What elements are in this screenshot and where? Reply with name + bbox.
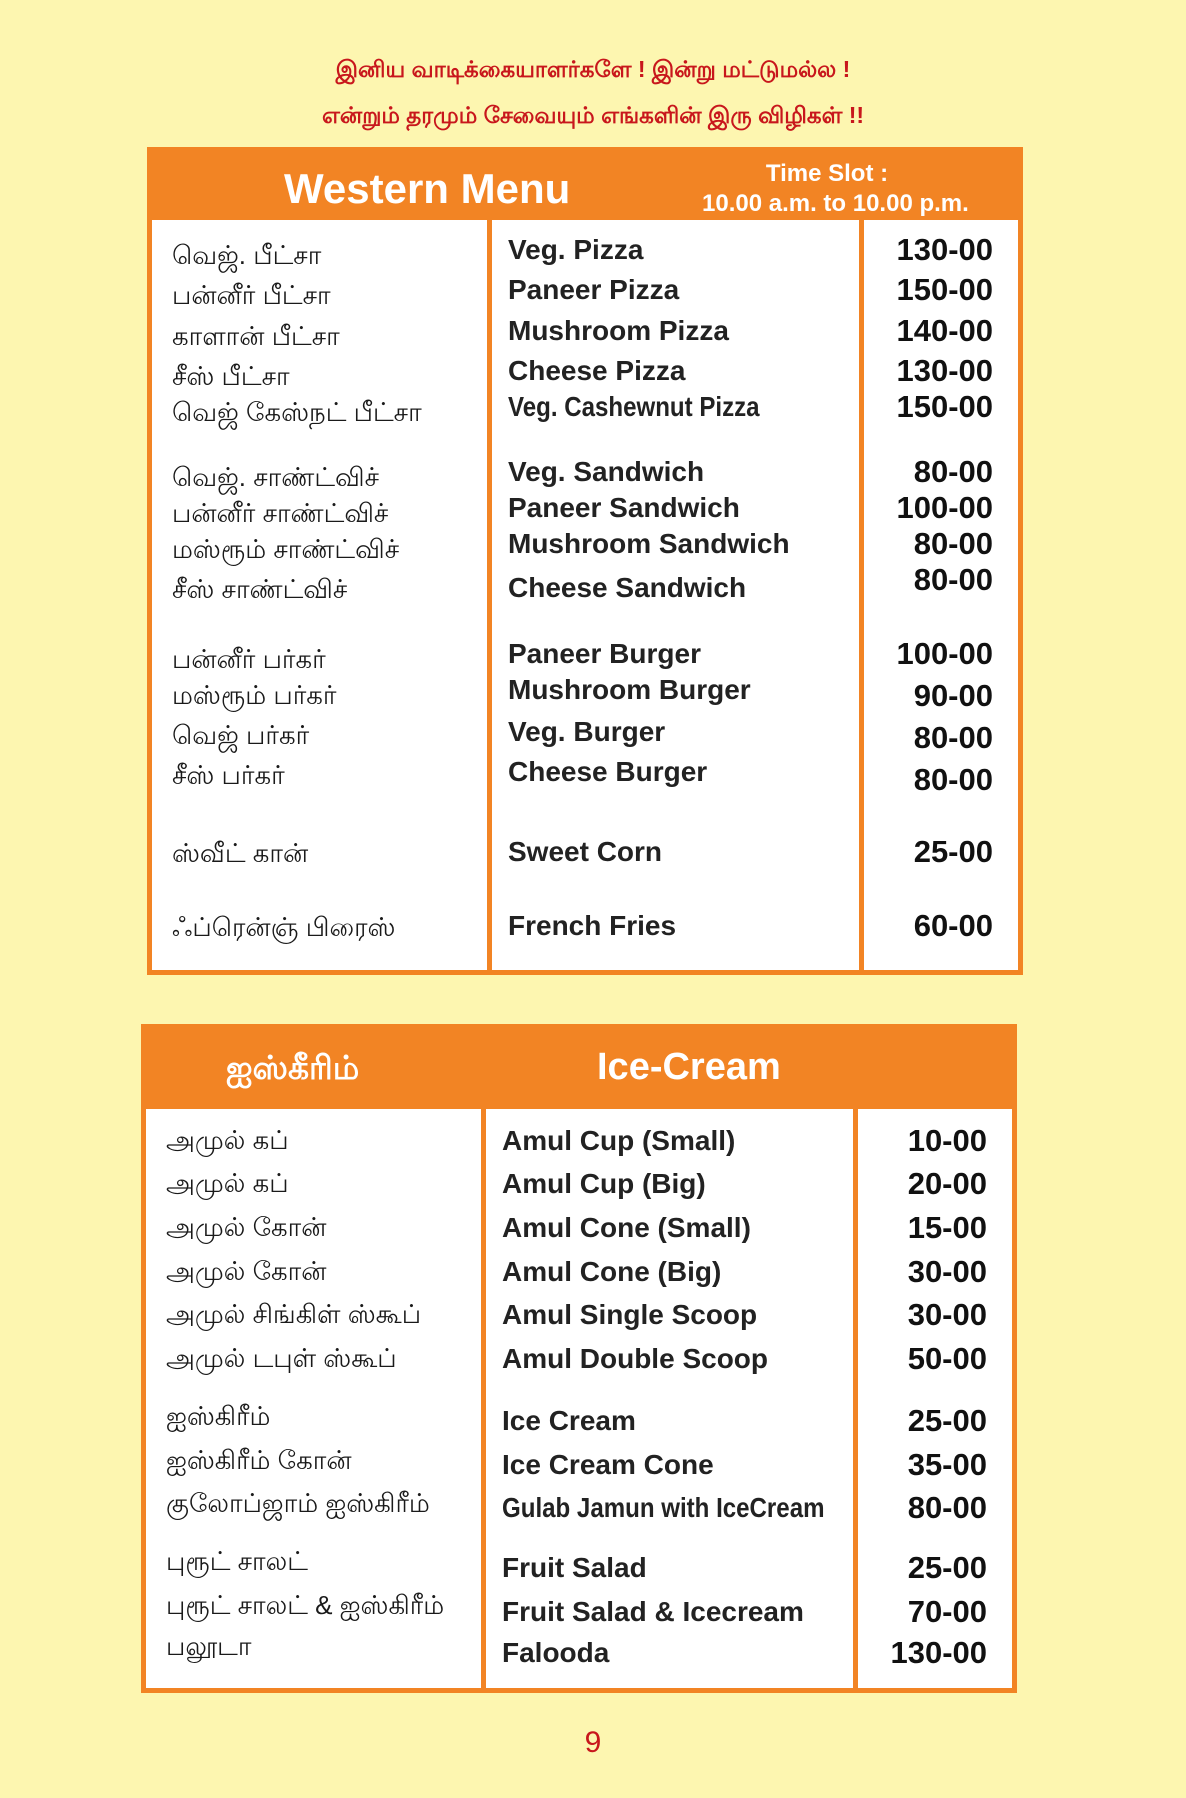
item-price: 25-00 xyxy=(913,834,993,869)
item-english-name: Cheese Pizza xyxy=(508,355,686,386)
item-tamil-name: அமுல் டபுள் ஸ்கூப் xyxy=(166,1343,397,1373)
menu-item-row xyxy=(152,674,1018,713)
item-price: 35-00 xyxy=(907,1447,987,1482)
western-menu-header xyxy=(152,152,1018,220)
item-price: 80-00 xyxy=(913,562,993,597)
item-price: 30-00 xyxy=(907,1254,987,1289)
item-tamil-name: சீஸ் சாண்ட்விச் xyxy=(172,574,348,604)
item-tamil-name: அமுல் கப் xyxy=(166,1125,289,1155)
page-number: 9 xyxy=(584,1726,602,1759)
menu-item-row xyxy=(152,234,1018,268)
item-tamil-name: புரூட் சாலட் & ஐஸ்கிரீம் xyxy=(166,1590,445,1620)
item-price: 150-00 xyxy=(896,389,993,424)
menu-item-row xyxy=(152,274,1018,308)
item-english-name: French Fries xyxy=(508,910,677,941)
item-english-name: Ice Cream Cone xyxy=(502,1449,714,1480)
item-price: 15-00 xyxy=(907,1210,987,1245)
menu-item-row xyxy=(146,1401,1012,1439)
item-price: 100-00 xyxy=(896,490,993,525)
item-price: 50-00 xyxy=(907,1341,987,1376)
item-english-name: Amul Cup (Big) xyxy=(502,1168,706,1199)
menu-item-row xyxy=(146,1299,1012,1333)
menu-item-row xyxy=(152,756,1018,797)
item-tamil-name: பன்னீர் சாண்ட்விச் xyxy=(172,498,389,528)
header-line-2: என்றும் தரமும் சேவையும் எங்களின் இரு விழிகள் !! xyxy=(321,102,865,128)
item-tamil-name: அமுல் சிங்கிள் ஸ்கூப் xyxy=(166,1299,422,1329)
item-english-name: Paneer Sandwich xyxy=(508,492,740,523)
item-tamil-name: வெஜ் கேஸ்நட் பீட்சா xyxy=(172,397,422,427)
item-english-name: Veg. Burger xyxy=(508,716,666,747)
icecream-menu-section xyxy=(141,1024,1017,1693)
menu-item-row xyxy=(146,1168,1012,1202)
item-english-name: Amul Cone (Big) xyxy=(502,1256,722,1287)
menu-item-row xyxy=(146,1631,1012,1671)
item-english-name: Veg. Cashewnut Pizza xyxy=(508,391,760,422)
item-english-name: Paneer Burger xyxy=(508,638,701,669)
item-english-name: Amul Double Scoop xyxy=(502,1343,768,1374)
item-price: 10-00 xyxy=(907,1123,987,1158)
item-english-name: Veg. Sandwich xyxy=(508,456,705,487)
item-tamil-name: ஃப்ரென்ஞ் பிரைஸ் xyxy=(172,912,396,942)
item-tamil-name: ஐஸ்கிரீம் கோன் xyxy=(166,1445,352,1475)
item-tamil-name: பலூடா xyxy=(166,1631,252,1661)
item-english-name: Cheese Sandwich xyxy=(508,572,747,603)
menu-item-row xyxy=(152,910,1018,944)
item-tamil-name: வெஜ். பீட்சா xyxy=(172,240,322,270)
item-english-name: Gulab Jamun with IceCream xyxy=(502,1492,825,1523)
item-english-name: Ice Cream xyxy=(502,1405,636,1436)
item-tamil-name: மஸ்ரூம் சாண்ட்விச் xyxy=(172,534,400,564)
item-price: 25-00 xyxy=(907,1403,987,1438)
item-english-name: Veg. Pizza xyxy=(508,234,644,265)
item-tamil-name: வெஜ் பர்கர் xyxy=(172,720,310,750)
item-tamil-name: அமுல் கப் xyxy=(166,1168,289,1198)
item-tamil-name: காளான் பீட்சா xyxy=(172,321,340,351)
item-tamil-name: வெஜ். சாண்ட்விச் xyxy=(172,462,379,492)
item-price: 30-00 xyxy=(907,1297,987,1332)
icecream-menu-header xyxy=(146,1029,1012,1109)
item-english-name: Amul Single Scoop xyxy=(502,1299,758,1330)
menu-item-row xyxy=(152,716,1018,755)
item-price: 130-00 xyxy=(896,232,993,267)
item-english-name: Fruit Salad & Icecream xyxy=(502,1596,804,1627)
item-price: 70-00 xyxy=(907,1594,987,1629)
menu-item-row xyxy=(152,638,1018,672)
item-tamil-name: அமுல் கோன் xyxy=(166,1212,327,1242)
menu-item-row xyxy=(152,456,1018,490)
item-english-name: Mushroom Sandwich xyxy=(508,528,790,559)
menu-item-row xyxy=(146,1445,1012,1483)
item-tamil-name: குலோப்ஜாம் ஐஸ்கிரீம் xyxy=(166,1488,430,1518)
item-tamil-name: மஸ்ரூம் பர்கர் xyxy=(172,680,337,710)
item-english-name: Amul Cone (Small) xyxy=(502,1212,751,1243)
item-tamil-name: ஸ்வீட் கான் xyxy=(172,838,309,868)
item-price: 140-00 xyxy=(896,313,993,348)
item-english-name: Cheese Burger xyxy=(508,756,708,787)
time-slot-value: 10.00 a.m. to 10.00 p.m. xyxy=(702,190,969,217)
menu-item-row xyxy=(152,836,1018,870)
item-tamil-name: ஐஸ்கிரீம் xyxy=(166,1401,271,1431)
western-menu-section xyxy=(147,147,1023,975)
item-tamil-name: சீஸ் பர்கர் xyxy=(172,760,285,790)
menu-item-row xyxy=(152,562,1018,604)
item-price: 20-00 xyxy=(907,1166,987,1201)
item-price: 25-00 xyxy=(907,1550,987,1585)
item-price: 60-00 xyxy=(913,908,993,943)
menu-item-row xyxy=(146,1488,1012,1526)
item-english-name: Fruit Salad xyxy=(502,1552,647,1583)
item-tamil-name: புரூட் சாலட் xyxy=(166,1546,308,1576)
item-tamil-name: அமுல் கோன் xyxy=(166,1256,327,1286)
item-english-name: Mushroom Burger xyxy=(508,674,751,705)
item-english-name: Falooda xyxy=(502,1637,610,1668)
item-price: 90-00 xyxy=(913,678,993,713)
menu-item-row xyxy=(146,1125,1012,1159)
item-price: 150-00 xyxy=(896,272,993,307)
menu-item-row xyxy=(152,391,1018,425)
item-price: 80-00 xyxy=(913,526,993,561)
menu-item-row xyxy=(146,1590,1012,1630)
item-english-name: Paneer Pizza xyxy=(508,274,680,305)
icecream-title-english: Ice-Cream xyxy=(597,1046,781,1088)
item-english-name: Amul Cup (Small) xyxy=(502,1125,736,1156)
item-tamil-name: பன்னீர் பர்கர் xyxy=(172,644,326,674)
menu-item-row xyxy=(152,492,1018,526)
menu-item-row xyxy=(146,1212,1012,1246)
menu-item-row xyxy=(152,528,1018,562)
item-price: 100-00 xyxy=(896,636,993,671)
time-slot-label: Time Slot : xyxy=(765,160,889,187)
menu-item-row xyxy=(146,1546,1012,1586)
item-tamil-name: பன்னீர் பீட்சா xyxy=(172,280,331,310)
item-english-name: Sweet Corn xyxy=(508,836,663,867)
item-price: 130-00 xyxy=(890,1635,987,1670)
icecream-title-tamil: ஐஸ்கீரிம் xyxy=(226,1049,360,1086)
header-line-1: இனிய வாடிக்கையாளர்களே ! இன்று மட்டுமல்ல ! xyxy=(335,56,851,82)
item-english-name: Mushroom Pizza xyxy=(508,315,729,346)
item-price: 80-00 xyxy=(913,454,993,489)
menu-item-row xyxy=(146,1256,1012,1290)
item-price: 130-00 xyxy=(896,353,993,388)
menu-item-row xyxy=(152,315,1018,349)
menu-item-row xyxy=(146,1343,1012,1377)
item-tamil-name: சீஸ் பீட்சா xyxy=(172,361,290,391)
menu-item-row xyxy=(152,355,1018,389)
item-price: 80-00 xyxy=(913,762,993,797)
item-price: 80-00 xyxy=(907,1490,987,1525)
western-menu-title: Western Menu xyxy=(284,165,571,212)
item-price: 80-00 xyxy=(913,720,993,755)
